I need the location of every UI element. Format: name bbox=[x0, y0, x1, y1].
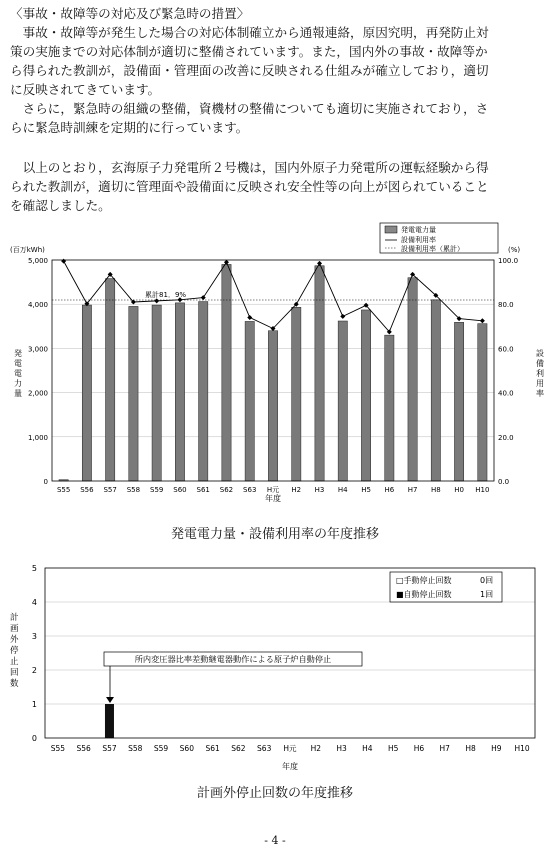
y-title-char: 電 bbox=[14, 369, 22, 378]
y-title-char: 発 bbox=[14, 349, 22, 358]
y-title-char: 回 bbox=[10, 668, 19, 678]
page-number: - 4 - bbox=[264, 834, 286, 847]
x-tick-label: S63 bbox=[257, 744, 272, 753]
legend-auto-label: ■自動停止回数 bbox=[396, 590, 452, 599]
x-tick-label: H5 bbox=[361, 486, 371, 494]
x-tick-label: S59 bbox=[150, 486, 164, 494]
x-tick-label: H3 bbox=[336, 744, 347, 753]
y-tick-label-right: 100.0 bbox=[498, 257, 519, 265]
legend-auto-count: 1回 bbox=[480, 590, 494, 599]
y-title-char: 設 bbox=[536, 349, 544, 358]
x-tick-label: H2 bbox=[310, 744, 322, 753]
annotation-arrowhead bbox=[106, 697, 114, 703]
y-title-char: 停 bbox=[10, 646, 19, 656]
y-title-char: 数 bbox=[10, 679, 19, 689]
chart2-caption: 計画外停止回数の年度推移 bbox=[196, 786, 353, 801]
point-utilization bbox=[154, 298, 159, 303]
y-title-char: 率 bbox=[536, 389, 544, 398]
legend-cumulative-label: 設備利用率（累計） bbox=[401, 245, 464, 253]
x-tick-label: H6 bbox=[384, 486, 395, 494]
bar-generation bbox=[478, 324, 487, 481]
x-tick-label: H4 bbox=[337, 486, 348, 494]
x-tick-label: H元 bbox=[266, 486, 280, 494]
bar-generation bbox=[175, 303, 184, 481]
x-tick-label: H8 bbox=[430, 486, 441, 494]
y-tick-label: 0 bbox=[31, 734, 37, 743]
x-tick-label: H9 bbox=[491, 744, 502, 753]
x-tick-label: S58 bbox=[126, 486, 141, 494]
y-tick-label-right: 0.0 bbox=[498, 478, 510, 486]
y-tick-label-left: 0 bbox=[43, 478, 48, 486]
x-tick-label: H7 bbox=[407, 486, 418, 494]
bar-generation bbox=[292, 307, 301, 481]
x-tick-label: H元 bbox=[283, 744, 297, 753]
legend-manual-count: 0回 bbox=[480, 576, 494, 585]
unit-right: (%) bbox=[508, 246, 521, 254]
point-utilization bbox=[480, 318, 485, 323]
line-utilization bbox=[64, 261, 483, 332]
x-tick-label: S62 bbox=[219, 486, 234, 494]
x-tick-label: S57 bbox=[102, 744, 117, 753]
bar-generation bbox=[129, 306, 138, 481]
y-tick-label: 3 bbox=[31, 632, 37, 641]
y-tick-label: 2 bbox=[31, 666, 37, 675]
legend-bar-swatch bbox=[385, 226, 397, 233]
x-tick-label: S56 bbox=[80, 486, 94, 494]
paragraph-emergency-readiness bbox=[10, 99, 538, 137]
bar-generation bbox=[385, 335, 394, 481]
y-tick-label-left: 4,000 bbox=[27, 301, 48, 310]
x-tick-label: H8 bbox=[465, 744, 476, 753]
y-axis-title-right bbox=[536, 349, 544, 398]
x-tick-label: H6 bbox=[413, 744, 425, 753]
y-tick-label-left: 3,000 bbox=[27, 345, 48, 354]
bar-generation bbox=[222, 264, 231, 481]
y-tick-label: 4 bbox=[31, 598, 37, 607]
y-tick-label-left: 5,000 bbox=[27, 257, 48, 265]
bar-generation bbox=[408, 278, 417, 481]
x-tick-label: H5 bbox=[387, 744, 399, 753]
x-tick-label: S61 bbox=[205, 744, 220, 753]
x-tick-label: H3 bbox=[314, 486, 325, 494]
x-tick-label: H0 bbox=[454, 486, 464, 494]
paragraph-incident-response bbox=[10, 23, 538, 99]
y-tick-label: 5 bbox=[31, 564, 37, 573]
para1-line: に反映されてきています。 bbox=[10, 82, 161, 97]
bar-generation bbox=[361, 310, 370, 481]
x-tick-label: S56 bbox=[76, 744, 91, 753]
x-tick-label: S55 bbox=[50, 744, 66, 753]
bar-generation bbox=[454, 322, 463, 481]
y-title-char: 備 bbox=[536, 359, 544, 368]
paragraph-conclusion bbox=[10, 158, 538, 215]
y-title-char: 画 bbox=[10, 624, 19, 634]
y-title-char: 利 bbox=[536, 369, 544, 378]
legend-generation-label: 発電電力量 bbox=[401, 226, 436, 234]
para1-line: ら得られた教訓が，設備面・管理面の改善に反映される仕組みが確立しており，適切 bbox=[10, 63, 489, 78]
chart1-caption: 発電電力量・設備利用率の年度推移 bbox=[170, 527, 379, 542]
legend-utilization-label: 設備利用率 bbox=[401, 236, 436, 244]
point-utilization bbox=[340, 314, 345, 319]
cumulative-annotation: 累計81．9% bbox=[145, 291, 187, 300]
unplanned-shutdowns-chart bbox=[0, 560, 550, 775]
bar-generation bbox=[338, 321, 347, 481]
para3-line: を確認しました。 bbox=[10, 198, 111, 213]
bar-generation bbox=[199, 302, 208, 481]
x-tick-label: S59 bbox=[153, 744, 169, 753]
x-axis-title: 年度 bbox=[282, 762, 298, 771]
y-title-char: 外 bbox=[10, 635, 19, 645]
y-title-char: 止 bbox=[10, 657, 19, 667]
y-tick-label-right: 60.0 bbox=[498, 345, 514, 354]
x-tick-label: H4 bbox=[362, 744, 373, 753]
section-heading: 〈事故・故障等の対応及び緊急時の措置〉 bbox=[10, 6, 250, 21]
y-tick-label-left: 1,000 bbox=[27, 433, 48, 442]
para2-line: らに緊急時訓練を定期的に行っています。 bbox=[10, 120, 249, 135]
x-axis-title: 年度 bbox=[265, 494, 281, 503]
para3-line: 以上のとおり，玄海原子力発電所２号機は，国内外原子力発電所の運転経験から得 bbox=[10, 160, 489, 175]
bar-generation bbox=[245, 321, 254, 481]
y-axis-title-left bbox=[14, 348, 22, 398]
x-tick-label: S62 bbox=[231, 744, 246, 753]
para1-line: 策の実施までの対応体制が適切に整備されています。また，国内外の事故・故障等か bbox=[10, 44, 488, 59]
x-tick-label: H7 bbox=[439, 744, 450, 753]
y-title-char: 量 bbox=[14, 389, 22, 398]
x-tick-label: S60 bbox=[173, 486, 187, 494]
bar-generation bbox=[152, 305, 161, 481]
x-tick-label: H10 bbox=[475, 486, 490, 494]
y-tick-label-right: 20.0 bbox=[498, 433, 514, 442]
para1-line: 事故・故障等が発生した場合の対応体制確立から通報連絡，原因究明，再発防止対 bbox=[10, 25, 489, 40]
y-title-char: 力 bbox=[14, 379, 22, 388]
x-tick-label: S57 bbox=[103, 486, 117, 494]
y-tick-label-right: 80.0 bbox=[498, 301, 514, 310]
x-tick-label: S55 bbox=[56, 486, 71, 494]
y-tick-label-right: 40.0 bbox=[498, 389, 514, 398]
x-tick-label: S61 bbox=[196, 486, 210, 494]
y-tick-label-left: 2,000 bbox=[27, 389, 48, 398]
bar-generation bbox=[82, 305, 91, 481]
x-tick-label: H2 bbox=[291, 486, 302, 494]
point-utilization bbox=[61, 259, 66, 264]
x-tick-label: H10 bbox=[514, 744, 530, 753]
point-utilization bbox=[224, 260, 229, 265]
generation-utilization-chart bbox=[0, 218, 550, 503]
point-utilization bbox=[317, 261, 322, 266]
y-title-char: 電 bbox=[14, 359, 22, 368]
annotation-text: 所内変圧器比率差動継電器動作による原子炉自動停止 bbox=[134, 654, 332, 664]
y-title-char: 計 bbox=[10, 613, 19, 623]
y-axis-title bbox=[10, 612, 19, 689]
legend-manual-label: □手動停止回数 bbox=[396, 576, 452, 585]
bar-auto-shutdown bbox=[105, 704, 114, 738]
x-tick-label: S63 bbox=[243, 486, 257, 494]
bar-generation bbox=[268, 331, 277, 481]
y-title-char: 用 bbox=[536, 379, 544, 388]
x-tick-label: S58 bbox=[128, 744, 143, 753]
point-utilization bbox=[247, 315, 252, 320]
para3-line: られた教訓が，適切に管理面や設備面に反映され安全性等の向上が図られていること bbox=[10, 179, 489, 194]
x-tick-label: S60 bbox=[179, 744, 194, 753]
bar-generation bbox=[315, 266, 324, 481]
para2-line: さらに，緊急時の組織の整備，資機材の整備についても適切に実施されており，さ bbox=[10, 101, 489, 116]
bar-generation bbox=[106, 279, 115, 481]
y-tick-label: 1 bbox=[31, 700, 37, 709]
point-utilization bbox=[201, 295, 206, 300]
unit-left: (百万kWh) bbox=[10, 246, 45, 254]
bar-generation bbox=[431, 300, 440, 481]
